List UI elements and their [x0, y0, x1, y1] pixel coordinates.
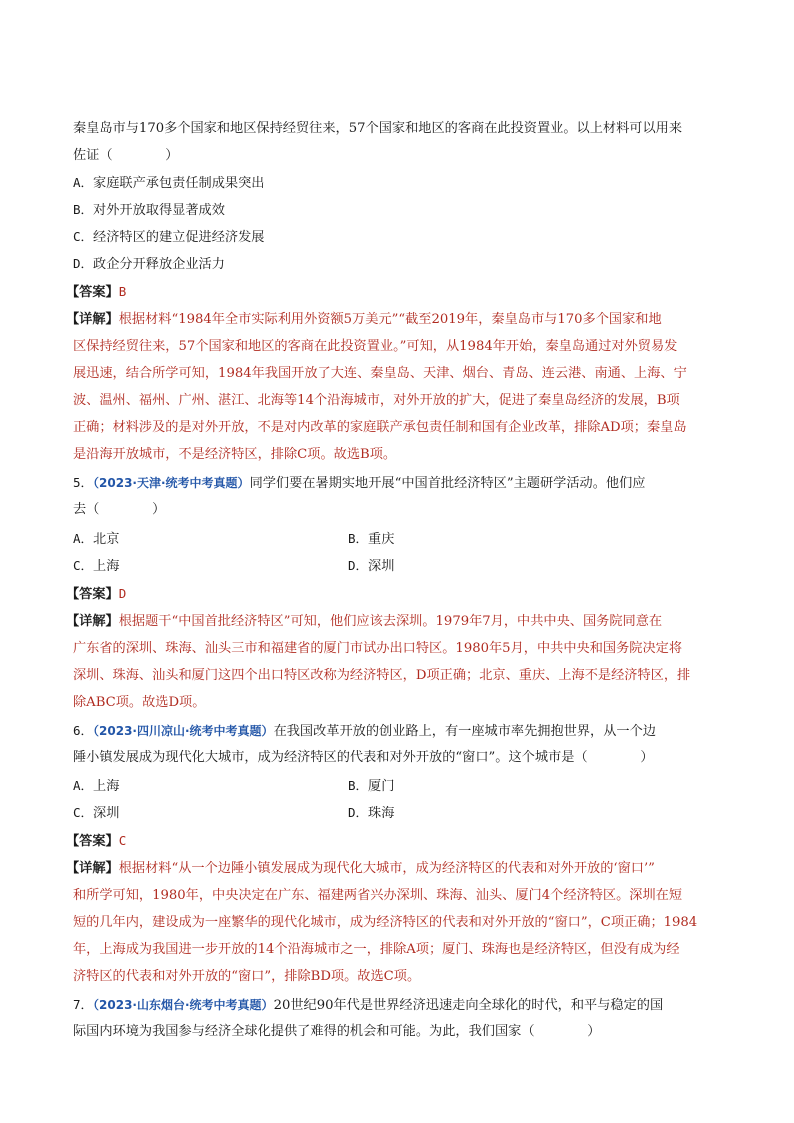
q6-detail-line2: 和所学可知，1980年，中央决定在广东、福建两省兴办深圳、珠海、汕头、厦门4个经济特区。深圳在短	[73, 888, 683, 903]
q6-stem-line1: 6．（2023·四川凉山·统考中考真题）在我国改革开放的创业路上，有一座城市率先拥抱世界，从一个边	[73, 723, 656, 739]
q6-option-a: A．上海	[73, 778, 120, 794]
q4-stem-line2: 佐证（ ）	[73, 148, 179, 163]
q7-source: （2023·山东烟台·统考中考真题）	[93, 998, 274, 1012]
q7-stem-line1: 7．（2023·山东烟台·统考中考真题）20世纪90年代是世界经济迅速走向全球化的时代，和平与稳定的国	[73, 997, 664, 1013]
q5-option-c: C．上海	[73, 558, 120, 574]
q5-detail-line2: 广东省的深圳、珠海、汕头三市和福建省的厦门市试办出口特区。1980年5月，中共中央和国务院决定将	[73, 641, 683, 656]
q6-options-row2	[73, 804, 723, 823]
q5-option-a: A．北京	[73, 531, 120, 547]
q6-detail-line1: 【详解】根据材料“从一个边陲小镇发展成为现代化大城市，成为经济特区的代表和对外开放的‘窗口’”	[66, 861, 655, 876]
q6-detail-line5: 济特区的代表和对外开放的“窗口”，排除BD项。故选C项。	[73, 969, 421, 984]
q5-stem-line2: 去（ ）	[73, 502, 166, 517]
q4-detail-line4: 波、温州、福州、广州、湛江、北海等14个沿海城市，对外开放的扩大，促进了秦皇岛经济的发展，B项	[73, 393, 680, 408]
q6-option-c: C．深圳	[73, 805, 120, 821]
q5-detail-line4: 除ABC项。故选D项。	[73, 695, 206, 710]
q6-detail-line3: 短的几年内，建设成为一座繁华的现代化城市，成为经济特区的代表和对外开放的“窗口”，C项正确；1984	[73, 915, 698, 930]
q4-detail-line2: 区保持经贸往来，57个国家和地区的客商在此投资置业。”可知，从1984年开始，秦皇岛通过对外贸易发	[73, 339, 678, 354]
q5-stem-line1: 5．（2023·天津·统考中考真题）同学们要在暑期实地开展“中国首批经济特区”主题研学活动。他们应	[73, 475, 646, 491]
q4-option-c: C．经济特区的建立促进经济发展	[73, 229, 265, 245]
q6-answer: 【答案】C	[66, 833, 127, 849]
q5-answer: 【答案】D	[66, 586, 127, 602]
q6-option-d: D．珠海	[348, 805, 395, 821]
q5-options-row1	[73, 530, 723, 549]
q5-options-row2	[73, 557, 723, 576]
q5-source: （2023·天津·统考中考真题）	[93, 476, 250, 490]
q4-detail-line1: 【详解】根据材料“1984年全市实际利用外资额5万美元”“截至2019年，秦皇岛市与170多个国家和地	[66, 312, 662, 327]
q6-detail-line4: 年，上海成为我国进一步开放的14个沿海城市之一，排除A项；厦门、珠海也是经济特区，但没有成为经	[73, 942, 680, 957]
q4-detail-line3: 展迅速，结合所学可知，1984年我国开放了大连、秦皇岛、天津、烟台、青岛、连云港、南通、上海、宁	[73, 366, 687, 381]
q4-option-a: A．家庭联产承包责任制成果突出	[73, 175, 265, 191]
q6-source: （2023·四川凉山·统考中考真题）	[93, 724, 274, 738]
q4-detail-line6: 是沿海开放城市，不是经济特区，排除C项。故选B项。	[73, 447, 397, 462]
q4-stem-line1: 秦皇岛市与170多个国家和地区保持经贸往来，57个国家和地区的客商在此投资置业。以上材料可以用来	[73, 121, 683, 136]
q4-answer: 【答案】B	[66, 284, 127, 300]
q4-option-b: B．对外开放取得显著成效	[73, 202, 225, 218]
q5-option-b: B．重庆	[348, 531, 395, 547]
q6-option-b: B．厦门	[348, 778, 395, 794]
q4-option-d: D．政企分开释放企业活力	[73, 256, 225, 272]
q5-detail-line3: 深圳、珠海、汕头和厦门这四个出口特区改称为经济特区，D项正确；北京、重庆、上海不是经济特区，排	[73, 668, 691, 683]
q6-stem-line2: 陲小镇发展成为现代化大城市，成为经济特区的代表和对外开放的“窗口”。这个城市是（ ）	[73, 750, 654, 765]
q5-detail-line1: 【详解】根据题干“中国首批经济特区”可知，他们应该去深圳。1979年7月，中共中央、国务院同意在	[66, 614, 663, 629]
q4-detail-line5: 正确；材料涉及的是对外开放，不是对内改革的家庭联产承包责任制和国有企业改革，排除AD项；秦皇岛	[73, 420, 687, 435]
q7-stem-line2: 际国内环境为我国参与经济全球化提供了难得的机会和可能。为此，我们国家（ ）	[73, 1024, 601, 1039]
q5-option-d: D．深圳	[348, 558, 395, 574]
q6-options-row1	[73, 777, 723, 796]
